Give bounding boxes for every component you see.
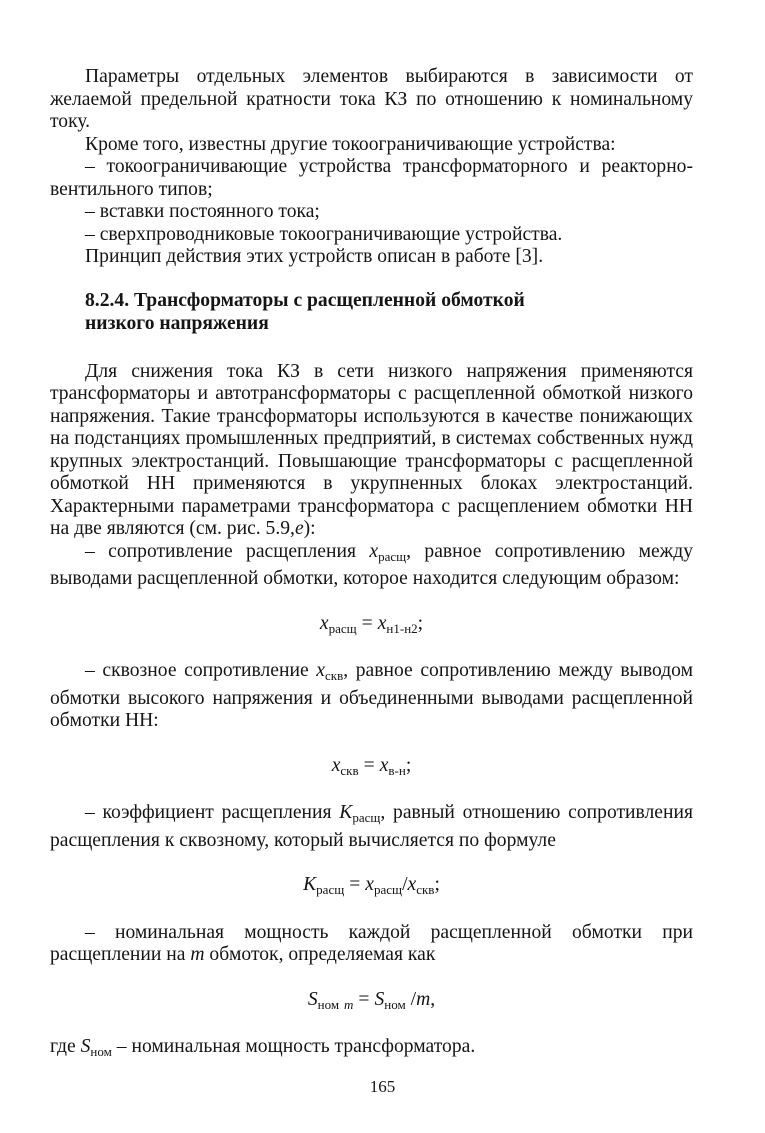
document-page [50, 66, 693, 1064]
formula-sub: расщ [316, 882, 345, 897]
subscript: расщ [378, 548, 407, 564]
paragraph-intro [50, 361, 693, 541]
paragraph-principle: Принцип действия этих устройств описан в работе [3]. [85, 246, 544, 267]
formula-var: x [331, 754, 341, 776]
section-heading [85, 289, 693, 335]
formula-sub: скв [340, 762, 359, 778]
variable: m [190, 944, 205, 965]
formula-sub: m [344, 996, 354, 1012]
formula-sub: скв [416, 882, 435, 897]
formula-punct: , [430, 988, 436, 1010]
formula-sub: расщ [328, 620, 357, 636]
bullet-text: обмоток, определяемая как [204, 944, 436, 965]
formula-punct: ; [434, 874, 440, 895]
formula-sub: расщ [374, 882, 403, 897]
page-number: 165 [369, 1077, 396, 1096]
subscript: расщ [352, 810, 381, 825]
heading-line-2: низкого напряжения [85, 312, 269, 334]
bullet-text: , равное сопротивлению между выводом обмотки высокого напряжения и объединенными выводами расщепленной обмотки НН: [50, 660, 693, 731]
variable: K [339, 802, 353, 823]
formula-var: x [365, 874, 374, 895]
heading-line-1: 8.2.4. Трансформаторы с расщепленной обмоткой [85, 289, 525, 311]
variable: x [369, 540, 379, 562]
formula-var: m [416, 988, 431, 1010]
formula-var: x [319, 612, 329, 634]
paragraph-rated-power-note [50, 1036, 693, 1064]
subscript: скв [324, 668, 344, 683]
formula-var: K [303, 874, 317, 895]
formula-var: x [377, 612, 387, 634]
note-text: где [50, 1036, 81, 1057]
formula-split-resistance [50, 613, 693, 641]
formula-var: S [307, 988, 318, 1010]
bullet-text: , равное сопротивлению между выводами расщепленной обмотки, которое находится следующим образом: [50, 540, 693, 589]
formula-eq: = [358, 988, 370, 1010]
list-item-transformer-type: – токоограничивающие устройства трансформаторного и реакторно-вентильного типов; [50, 156, 693, 200]
variable: x [316, 660, 325, 681]
formula-rated-power [50, 989, 693, 1017]
formula-var: x [407, 874, 417, 895]
formula-slash: / [402, 874, 408, 895]
intro-text: Для снижения тока КЗ в сети низкого напряжения применяются трансформаторы и автотрансформаторы с расщепленной обмоткой низкого напряжения. Такие трансформаторы используются в качестве понижающих на подстанциях промышленных предприятий, в системах собственных нужд крупных электростанций. Повышающие трансформаторы с расщепленной обмоткой НН применяются в укрупненных блоках электростанций. Характерными параметрами трансформатора с расщеплением обмотки НН на две являются (см. рис. 5.9, [50, 360, 693, 539]
formula-sub: ном [384, 996, 406, 1012]
formula-slash: / [410, 988, 417, 1010]
list-item-superconducting: – сверхпроводниковые токоограничивающие устройства. [85, 223, 563, 245]
figure-letter: е [294, 518, 304, 539]
paragraph-other-devices: Кроме того, известны другие токоограничивающие устройства: [85, 133, 616, 155]
formula-split-coefficient [50, 874, 693, 902]
formula-punct: ; [405, 754, 412, 776]
list-item-dc-insert: – вставки постоянного тока; [85, 201, 320, 222]
bullet-text: – коэффициент расщепления [85, 802, 340, 823]
intro-end: ): [303, 518, 316, 539]
paragraph-parameters: Параметры отдельных элементов выбираются в зависимости от желаемой предельной кратности тока КЗ по отношению к номинальному току. [50, 66, 693, 132]
bullet-split-coefficient [50, 802, 693, 852]
formula-eq: = [349, 874, 361, 895]
formula-eq: = [361, 612, 373, 634]
variable: S [80, 1036, 91, 1057]
formula-punct: ; [417, 612, 424, 634]
formula-sub: н1-н2 [386, 620, 418, 636]
bullet-split-resistance [50, 541, 693, 591]
bullet-text: , равный отношению сопротивления расщепления к сквозному, который вычисляется по формуле [50, 802, 693, 851]
formula-var: S [374, 988, 385, 1010]
subscript: ном [90, 1044, 112, 1059]
bullet-text: – номинальная мощность каждой расщепленной обмотки при расщеплении на [50, 921, 693, 965]
formula-var: x [379, 754, 389, 776]
bullet-text: – сопротивление расщепления [85, 540, 370, 562]
formula-eq: = [363, 754, 375, 776]
formula-sub: ном [317, 996, 340, 1012]
bullet-through-resistance [50, 660, 693, 733]
note-text: – номинальная мощность трансформатора. [111, 1036, 476, 1057]
bullet-rated-power [50, 922, 693, 967]
bullet-text: – сквозное сопротивление [85, 660, 317, 681]
formula-through-resistance [50, 755, 693, 783]
formula-sub: в-н [388, 762, 406, 778]
